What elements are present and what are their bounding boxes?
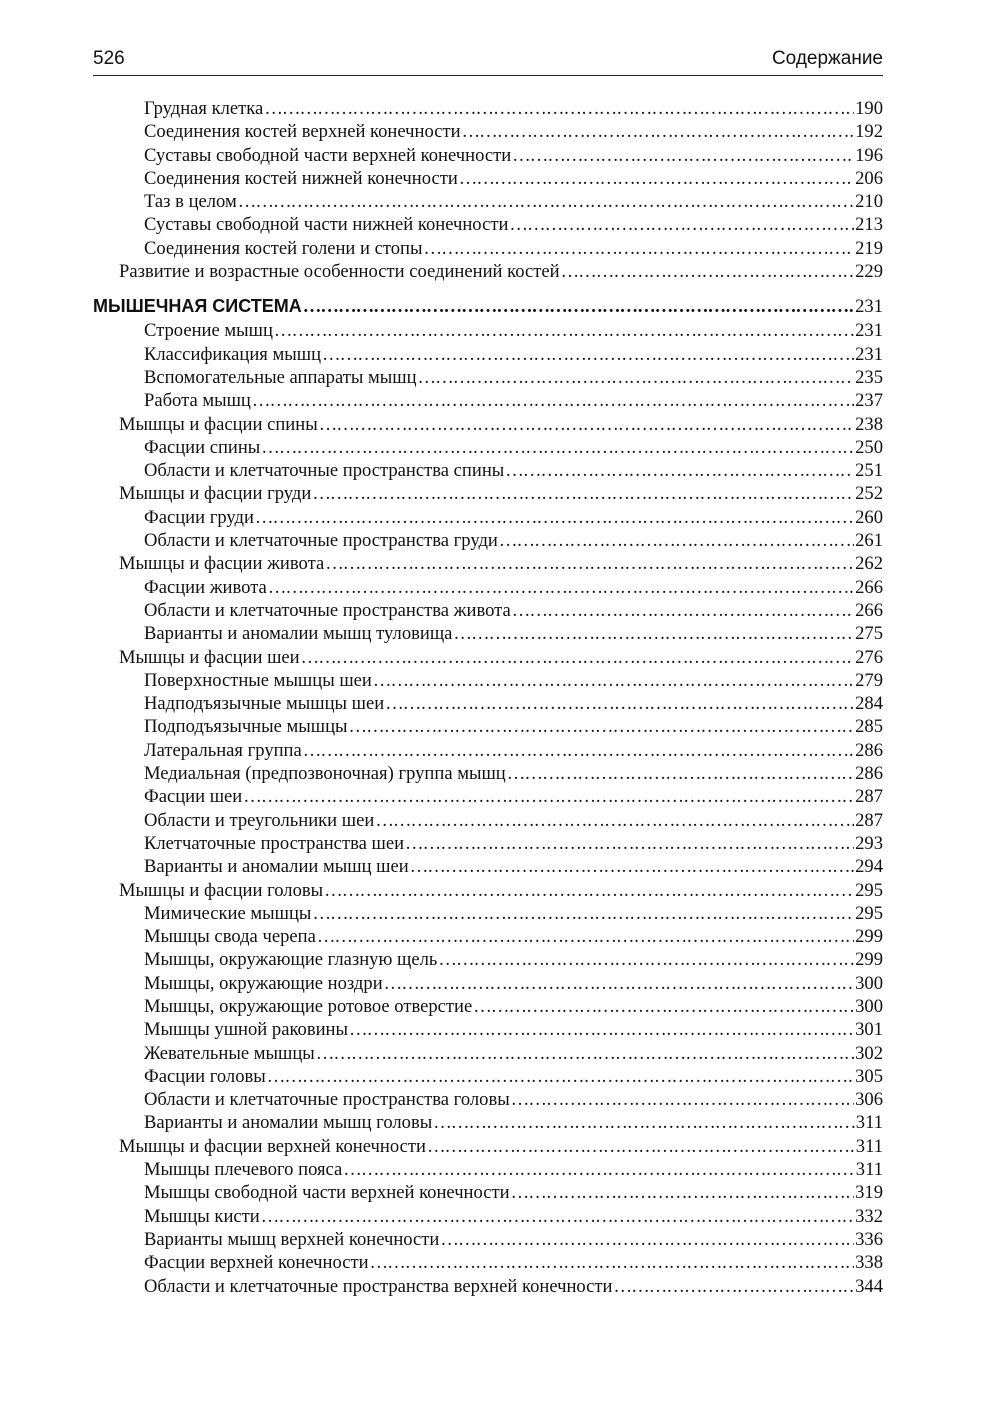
toc-entry-page: 293 xyxy=(855,832,883,854)
dot-leader xyxy=(370,1251,855,1274)
dot-leader xyxy=(312,482,854,505)
toc-entry-title: Соединения костей нижней конечности xyxy=(144,167,458,189)
toc-entry-page: 275 xyxy=(855,623,883,645)
toc-entry xyxy=(93,552,883,575)
toc-entry-title: Фасции головы xyxy=(144,1065,266,1087)
toc-entry-title: Области и клетчаточные пространства груди xyxy=(144,530,498,552)
toc-entry-title: Мышцы и фасции верхней конечности xyxy=(119,1135,426,1157)
toc-entry-title: Фасции шеи xyxy=(144,786,243,808)
toc-entry-page: 261 xyxy=(855,530,883,552)
toc-entry xyxy=(93,506,883,529)
toc-entry-title: МЫШЕЧНАЯ СИСТЕМА xyxy=(93,296,302,317)
running-title: Содержание xyxy=(771,48,883,69)
toc-entry-page: 235 xyxy=(855,366,883,388)
toc-entry xyxy=(93,213,883,236)
toc-entry-page: 252 xyxy=(855,483,883,505)
toc-entry-title: Таз в целом xyxy=(144,191,237,213)
toc-entry xyxy=(93,1251,883,1274)
toc-entry-title: Мимические мышцы xyxy=(144,902,312,924)
toc-entry-page: 250 xyxy=(855,436,883,458)
toc-entry-page: 238 xyxy=(855,413,883,435)
toc-entry-page: 287 xyxy=(855,786,883,808)
toc-entry-title: Мышцы, окружающие ротовое отверстие xyxy=(144,995,473,1017)
dot-leader xyxy=(255,506,854,529)
toc-entry xyxy=(93,576,883,599)
toc-entry xyxy=(93,785,883,808)
toc-entry-title: Клетчаточные пространства шеи xyxy=(144,832,405,854)
toc-entry xyxy=(93,459,883,482)
toc-entry xyxy=(93,1158,883,1181)
toc-entry-page: 306 xyxy=(855,1089,883,1111)
dot-leader xyxy=(462,120,855,143)
toc-entry-page: 311 xyxy=(855,1135,883,1157)
toc-entry-page: 260 xyxy=(855,506,883,528)
toc-entry-page: 262 xyxy=(855,553,883,575)
toc-entry-page: 276 xyxy=(855,646,883,668)
dot-leader xyxy=(512,144,854,167)
toc-entry-page: 319 xyxy=(855,1182,883,1204)
toc-entry xyxy=(93,948,883,971)
toc-entry-page: 266 xyxy=(855,599,883,621)
dot-leader xyxy=(453,622,854,645)
dot-leader xyxy=(511,1181,855,1204)
toc-entry-page: 299 xyxy=(855,926,883,948)
dot-leader xyxy=(322,343,854,366)
toc-entry xyxy=(93,995,883,1018)
toc-entry-page: 231 xyxy=(855,343,883,365)
toc-entry-title: Соединения костей голени и стопы xyxy=(144,237,423,259)
toc-entry-title: Жевательные мышцы xyxy=(144,1042,315,1064)
toc-entry-title: Латеральная группа xyxy=(144,739,302,761)
toc-entry-page: 294 xyxy=(855,856,883,878)
dot-leader xyxy=(505,459,854,482)
dot-leader xyxy=(325,552,854,575)
toc-entry xyxy=(93,762,883,785)
toc-entry-title: Фасции спины xyxy=(144,436,261,458)
toc-entry-title: Области и клетчаточные пространства верхней конечности xyxy=(144,1275,613,1297)
toc-entry xyxy=(93,1018,883,1041)
toc-entry xyxy=(93,622,883,645)
toc-entry-page: 284 xyxy=(855,693,883,715)
dot-leader xyxy=(264,97,854,120)
dot-leader xyxy=(261,1205,854,1228)
dot-leader xyxy=(349,1018,854,1041)
toc-entry xyxy=(93,1088,883,1111)
toc-entry-page: 196 xyxy=(855,144,883,166)
dot-leader xyxy=(324,879,854,902)
dot-leader xyxy=(317,925,854,948)
toc-entry-title: Мышцы плечевого пояса xyxy=(144,1159,343,1181)
dot-leader xyxy=(312,902,854,925)
table-of-contents xyxy=(93,97,883,1298)
toc-entry-title: Строение мышц xyxy=(144,320,273,342)
toc-entry-page: 286 xyxy=(855,763,883,785)
toc-entry-page: 305 xyxy=(855,1065,883,1087)
toc-entry xyxy=(93,389,883,412)
toc-entry xyxy=(93,646,883,669)
toc-entry-title: Варианты и аномалии мышц туловища xyxy=(144,623,453,645)
toc-entry-title: Варианты мышц верхней конечности xyxy=(144,1228,440,1250)
toc-entry-title: Мышцы и фасции груди xyxy=(119,483,312,505)
toc-entry-title: Фасции живота xyxy=(144,576,267,598)
toc-entry-title: Мышцы кисти xyxy=(144,1205,260,1227)
toc-entry xyxy=(93,809,883,832)
toc-entry xyxy=(93,260,883,283)
toc-entry-page: 287 xyxy=(855,809,883,831)
toc-entry-title: Варианты и аномалии мышц головы xyxy=(144,1112,433,1134)
toc-entry-title: Надподъязычные мышцы шеи xyxy=(144,693,385,715)
toc-entry-page: 300 xyxy=(855,972,883,994)
dot-leader xyxy=(405,832,854,855)
toc-entry xyxy=(93,715,883,738)
toc-entry-title: Подподъязычные мышцы xyxy=(144,716,348,738)
toc-entry-title: Развитие и возрастные особенности соединений костей xyxy=(119,261,560,283)
toc-entry xyxy=(93,902,883,925)
dot-leader xyxy=(385,692,854,715)
dot-leader xyxy=(261,436,854,459)
dot-leader xyxy=(243,785,854,808)
toc-entry-page: 295 xyxy=(855,879,883,901)
dot-leader xyxy=(267,1065,854,1088)
toc-entry xyxy=(93,832,883,855)
toc-entry-page: 206 xyxy=(855,167,883,189)
dot-leader xyxy=(375,809,854,832)
toc-entry-title: Области и клетчаточные пространства спины xyxy=(144,460,505,482)
dot-leader xyxy=(512,599,854,622)
toc-section-heading xyxy=(93,294,883,319)
dot-leader xyxy=(301,646,855,669)
toc-entry xyxy=(93,1181,883,1204)
dot-leader xyxy=(303,739,854,762)
toc-entry-title: Медиальная (предпозвоночная) группа мышц xyxy=(144,763,506,785)
toc-entry-page: 266 xyxy=(855,576,883,598)
toc-entry xyxy=(93,972,883,995)
toc-entry xyxy=(93,237,883,260)
toc-entry-page: 251 xyxy=(855,460,883,482)
dot-leader xyxy=(511,1088,854,1111)
toc-entry-page: 231 xyxy=(855,320,883,342)
toc-entry-page: 344 xyxy=(855,1275,883,1297)
toc-entry-title: Суставы свободной части верхней конечности xyxy=(144,144,512,166)
toc-entry xyxy=(93,436,883,459)
toc-entry-title: Мышцы и фасции головы xyxy=(119,879,324,901)
toc-entry-page: 213 xyxy=(855,214,883,236)
toc-entry xyxy=(93,1111,883,1134)
toc-entry-page: 192 xyxy=(855,121,883,143)
toc-entry xyxy=(93,1065,883,1088)
toc-entry xyxy=(93,413,883,436)
dot-leader xyxy=(509,213,854,236)
toc-entry-page: 237 xyxy=(855,390,883,412)
dot-leader xyxy=(252,389,854,412)
dot-leader xyxy=(499,529,854,552)
toc-entry-title: Соединения костей верхней конечности xyxy=(144,121,461,143)
toc-entry-title: Мышцы и фасции спины xyxy=(119,413,318,435)
toc-entry xyxy=(93,1205,883,1228)
dot-leader xyxy=(268,576,854,599)
dot-leader xyxy=(614,1275,855,1298)
toc-entry-page: 229 xyxy=(855,261,883,283)
page-number: 526 xyxy=(93,48,125,69)
toc-entry-title: Мышцы и фасции живота xyxy=(119,553,325,575)
dot-leader xyxy=(438,948,854,971)
toc-entry xyxy=(93,599,883,622)
toc-entry-title: Области и треугольники шеи xyxy=(144,809,375,831)
toc-entry xyxy=(93,669,883,692)
dot-leader xyxy=(507,762,854,785)
toc-entry xyxy=(93,739,883,762)
toc-entry-title: Области и клетчаточные пространства живота xyxy=(144,599,511,621)
toc-entry-page: 332 xyxy=(855,1205,883,1227)
toc-entry-title: Поверхностные мышцы шеи xyxy=(144,669,372,691)
toc-entry-page: 338 xyxy=(855,1252,883,1274)
toc-entry xyxy=(93,879,883,902)
toc-entry-title: Фасции верхней конечности xyxy=(144,1252,369,1274)
toc-entry xyxy=(93,190,883,213)
dot-leader xyxy=(459,167,854,190)
toc-entry-page: 219 xyxy=(855,237,883,259)
toc-entry-page: 210 xyxy=(855,191,883,213)
toc-entry-page: 295 xyxy=(855,902,883,924)
dot-leader xyxy=(384,972,854,995)
toc-entry xyxy=(93,343,883,366)
dot-leader xyxy=(349,715,855,738)
toc-entry xyxy=(93,319,883,342)
dot-leader xyxy=(561,260,855,283)
toc-entry xyxy=(93,482,883,505)
toc-entry-page: 336 xyxy=(855,1228,883,1250)
toc-entry xyxy=(93,97,883,120)
running-header xyxy=(93,47,883,76)
toc-entry xyxy=(93,1228,883,1251)
toc-entry xyxy=(93,120,883,143)
dot-leader xyxy=(473,995,854,1018)
toc-entry-title: Мышцы свода черепа xyxy=(144,926,316,948)
toc-entry-page: 311 xyxy=(855,1112,883,1134)
dot-leader xyxy=(410,855,854,878)
toc-entry-title: Мышцы ушной раковины xyxy=(144,1019,349,1041)
toc-entry xyxy=(93,144,883,167)
toc-entry-page: 190 xyxy=(855,98,883,119)
toc-entry xyxy=(93,692,883,715)
dot-leader xyxy=(440,1228,854,1251)
toc-entry-title: Варианты и аномалии мышц шеи xyxy=(144,856,409,878)
toc-entry xyxy=(93,1275,883,1298)
toc-entry-title: Мышцы свободной части верхней конечности xyxy=(144,1182,510,1204)
toc-entry xyxy=(93,529,883,552)
toc-entry-title: Работа мышц xyxy=(144,390,251,412)
dot-leader xyxy=(274,319,854,342)
dot-leader xyxy=(424,237,855,260)
toc-entry-title: Суставы свободной части нижней конечности xyxy=(144,214,509,236)
toc-entry-page: 279 xyxy=(855,669,883,691)
dot-leader xyxy=(238,190,854,213)
toc-entry-title: Фасции груди xyxy=(144,506,254,528)
toc-entry-title: Мышцы, окружающие глазную щель xyxy=(144,949,438,971)
toc-entry-page: 311 xyxy=(855,1159,883,1181)
dot-leader xyxy=(319,413,854,436)
toc-entry-page: 302 xyxy=(855,1042,883,1064)
toc-entry-page: 285 xyxy=(855,716,883,738)
toc-entry-title: Области и клетчаточные пространства головы xyxy=(144,1089,510,1111)
dot-leader xyxy=(427,1135,855,1158)
toc-entry xyxy=(93,167,883,190)
toc-entry xyxy=(93,855,883,878)
toc-entry xyxy=(93,925,883,948)
dot-leader xyxy=(418,366,855,389)
toc-entry-page: 231 xyxy=(855,296,883,318)
toc-entry-page: 301 xyxy=(855,1019,883,1041)
toc-entry-page: 300 xyxy=(855,995,883,1017)
toc-entry-title: Вспомогательные аппараты мышц xyxy=(144,366,417,388)
toc-entry-title: Мышцы и фасции шеи xyxy=(119,646,300,668)
dot-leader xyxy=(373,669,854,692)
toc-entry-title: Классификация мышц xyxy=(144,343,322,365)
dot-leader xyxy=(316,1042,854,1065)
toc-entry-title: Грудная клетка xyxy=(144,98,264,119)
toc-entry xyxy=(93,1042,883,1065)
toc-entry xyxy=(93,1135,883,1158)
dot-leader xyxy=(303,294,854,319)
toc-entry-page: 286 xyxy=(855,739,883,761)
dot-leader xyxy=(343,1158,855,1181)
toc-entry-title: Мышцы, окружающие ноздри xyxy=(144,972,383,994)
toc-entry xyxy=(93,366,883,389)
dot-leader xyxy=(433,1111,855,1134)
toc-entry-page: 299 xyxy=(855,949,883,971)
